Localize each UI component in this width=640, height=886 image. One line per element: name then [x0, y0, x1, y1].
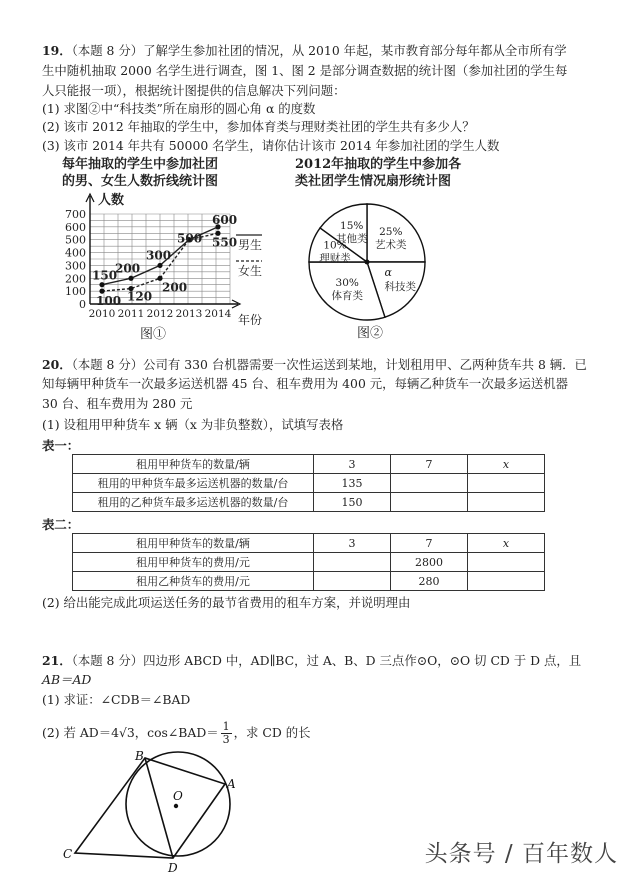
x-tick-label: 2011 [117, 308, 145, 320]
q19-sub-3: (3) 该市 2014 年共有 50000 名学生，请你估计该市 2014 年参加社团的学生人数 [42, 138, 500, 153]
geometry-figure [55, 748, 255, 878]
data-label: 500 [177, 231, 203, 246]
q20-sub-1: (1) 设租用甲种货车 x 辆（x 为非负整数），试填写表格 [42, 417, 344, 432]
table-row: 租用乙种货车的费用/元 280 [73, 572, 545, 591]
data-label: 300 [146, 248, 172, 263]
q20-line-2: 知每辆甲种货车一次最多运送机器 45 台、租车费用为 400 元，每辆乙种货车一次最多运送机器 [42, 376, 569, 391]
table-row: 租用甲种货车的数量/辆 3 7 x [73, 534, 545, 553]
line-chart-title-2: 的男、女生人数折线统计图 [62, 174, 219, 189]
pie-title-1: 2012年抽取的学生中参加各 [295, 157, 462, 172]
label-b: B [135, 749, 144, 763]
pie-chart-figure-2 [285, 152, 485, 342]
line-chart-figure-1 [30, 152, 280, 342]
pie-percent-label: 15% [340, 220, 364, 233]
table2-title: 表二： [42, 517, 80, 532]
data-label: 150 [92, 268, 118, 283]
table-row: 租用甲种货车的费用/元 2800 [73, 553, 545, 572]
q19-sub-1: (1) 求图②中“科技类”所在扇形的圆心角 α 的度数 [42, 101, 316, 116]
x-tick-label: 2010 [88, 308, 116, 320]
q21-line-1: 21．（本题 8 分）四边形 ABCD 中，AD∥BC，过 A、B、D 三点作⊙O，⊙O 切 CD 于 D 点，且 [42, 653, 582, 668]
figure-2-caption: 图② [357, 326, 384, 341]
line-chart-title-1: 每年抽取的学生中参加社团 [62, 157, 219, 172]
pie-category-label: 艺术类 [375, 239, 407, 252]
legend-label: 女生 [238, 264, 263, 278]
q20-line-3: 30 台、租车费用为 280 元 [42, 396, 193, 411]
data-label: 600 [212, 212, 238, 227]
x-axis-label: 年份 [238, 313, 263, 327]
pie-angle-label: α [384, 265, 392, 279]
q20-number: 20． [42, 357, 72, 372]
q20-line-1: 20．（本题 8 分）公司有 330 台机器需要一次性运送到某地，计划租用甲、乙两种货车共 8 辆．已 [42, 357, 587, 372]
pie-category-label: 理财类 [319, 252, 351, 265]
figure-1-caption: 图① [140, 327, 167, 342]
watermark: 头条号 / 百年数人 [424, 841, 618, 867]
y-tick-label: 600 [65, 220, 86, 234]
data-point [128, 276, 133, 281]
y-tick-label: 400 [65, 246, 86, 260]
center-point-o [174, 804, 178, 808]
x-tick-label: 2013 [175, 308, 203, 320]
q21-number: 21． [42, 653, 72, 668]
q19-sub-2: (2) 该市 2012 年抽取的学生中，参加体育类与理财类社团的学生共有多少人？ [42, 119, 475, 134]
data-label: 100 [96, 294, 122, 309]
y-tick-label: 0 [79, 298, 86, 311]
q21-sub-2: (2) 若 AD＝4√3，cos∠BAD＝ $\frac{1}{3}$ ，求 CD 的长 [42, 720, 311, 746]
q19-line-3: 人只能报一项），根据统计图提供的信息解决下列问题： [42, 83, 346, 98]
table-row: 租用甲种货车的数量/辆 3 7 x [73, 455, 545, 474]
data-label: 200 [162, 280, 188, 295]
data-label: 550 [212, 235, 238, 250]
q19-number: 19． [42, 43, 72, 58]
table1-title: 表一： [42, 438, 80, 453]
pie-percent-label: 25% [379, 226, 403, 239]
y-tick-label: 100 [65, 285, 86, 299]
label-a: A [227, 777, 236, 791]
y-tick-label: 500 [65, 233, 86, 247]
fraction: $\frac{1}{3}$ [222, 720, 230, 746]
data-label: 200 [115, 261, 141, 276]
q21-line-2: AB＝AD [42, 672, 92, 687]
q20-sub-2: (2) 给出能完成此项运送任务的最节省费用的租车方案，并说明理由 [42, 595, 411, 610]
legend-label: 男生 [238, 238, 263, 252]
pie-category-label: 科技类 [384, 280, 416, 293]
circle-o [126, 752, 230, 856]
table-row: 租用的乙种货车最多运送机器的数量/台 150 [73, 493, 545, 512]
pie-category-label: 其他类 [335, 233, 368, 246]
pie-percent-label: 10% [323, 239, 347, 252]
x-tick-label: 2014 [204, 308, 232, 320]
x-tick-label: 2012 [146, 308, 174, 320]
label-c: C [63, 847, 73, 861]
pie-title-2: 类社团学生情况扇形统计图 [295, 174, 452, 189]
y-tick-label: 200 [65, 272, 86, 286]
q19-line-2: 生中随机抽取 2000 名学生进行调查，图 1、图 2 是部分调查数据的统计图（参加社团的学生每 [42, 63, 568, 78]
label-d: D [168, 861, 178, 875]
label-o: O [173, 789, 183, 803]
data-label: 120 [127, 289, 153, 304]
y-tick-label: 700 [65, 208, 86, 221]
table-2 [72, 533, 545, 591]
q21-sub-1: (1) 求证：∠CDB＝∠BAD [42, 692, 191, 707]
data-point [99, 289, 104, 294]
diagonal-bd [145, 758, 173, 858]
pie-percent-label: 30% [335, 277, 359, 290]
table-row: 租用的甲种货车最多运送机器的数量/台 135 [73, 474, 545, 493]
pie-category-label: 体育类 [331, 290, 363, 303]
table-1 [72, 454, 545, 512]
pie-center [365, 260, 370, 265]
data-point [157, 263, 162, 268]
y-axis-label: 人数 [98, 193, 125, 208]
q19-line-1: 19．（本题 8 分）了解学生参加社团的情况，从 2010 年起，某市教育部分每年都从全市所有学 [42, 43, 567, 58]
data-point [99, 282, 104, 287]
y-tick-label: 300 [65, 259, 86, 273]
